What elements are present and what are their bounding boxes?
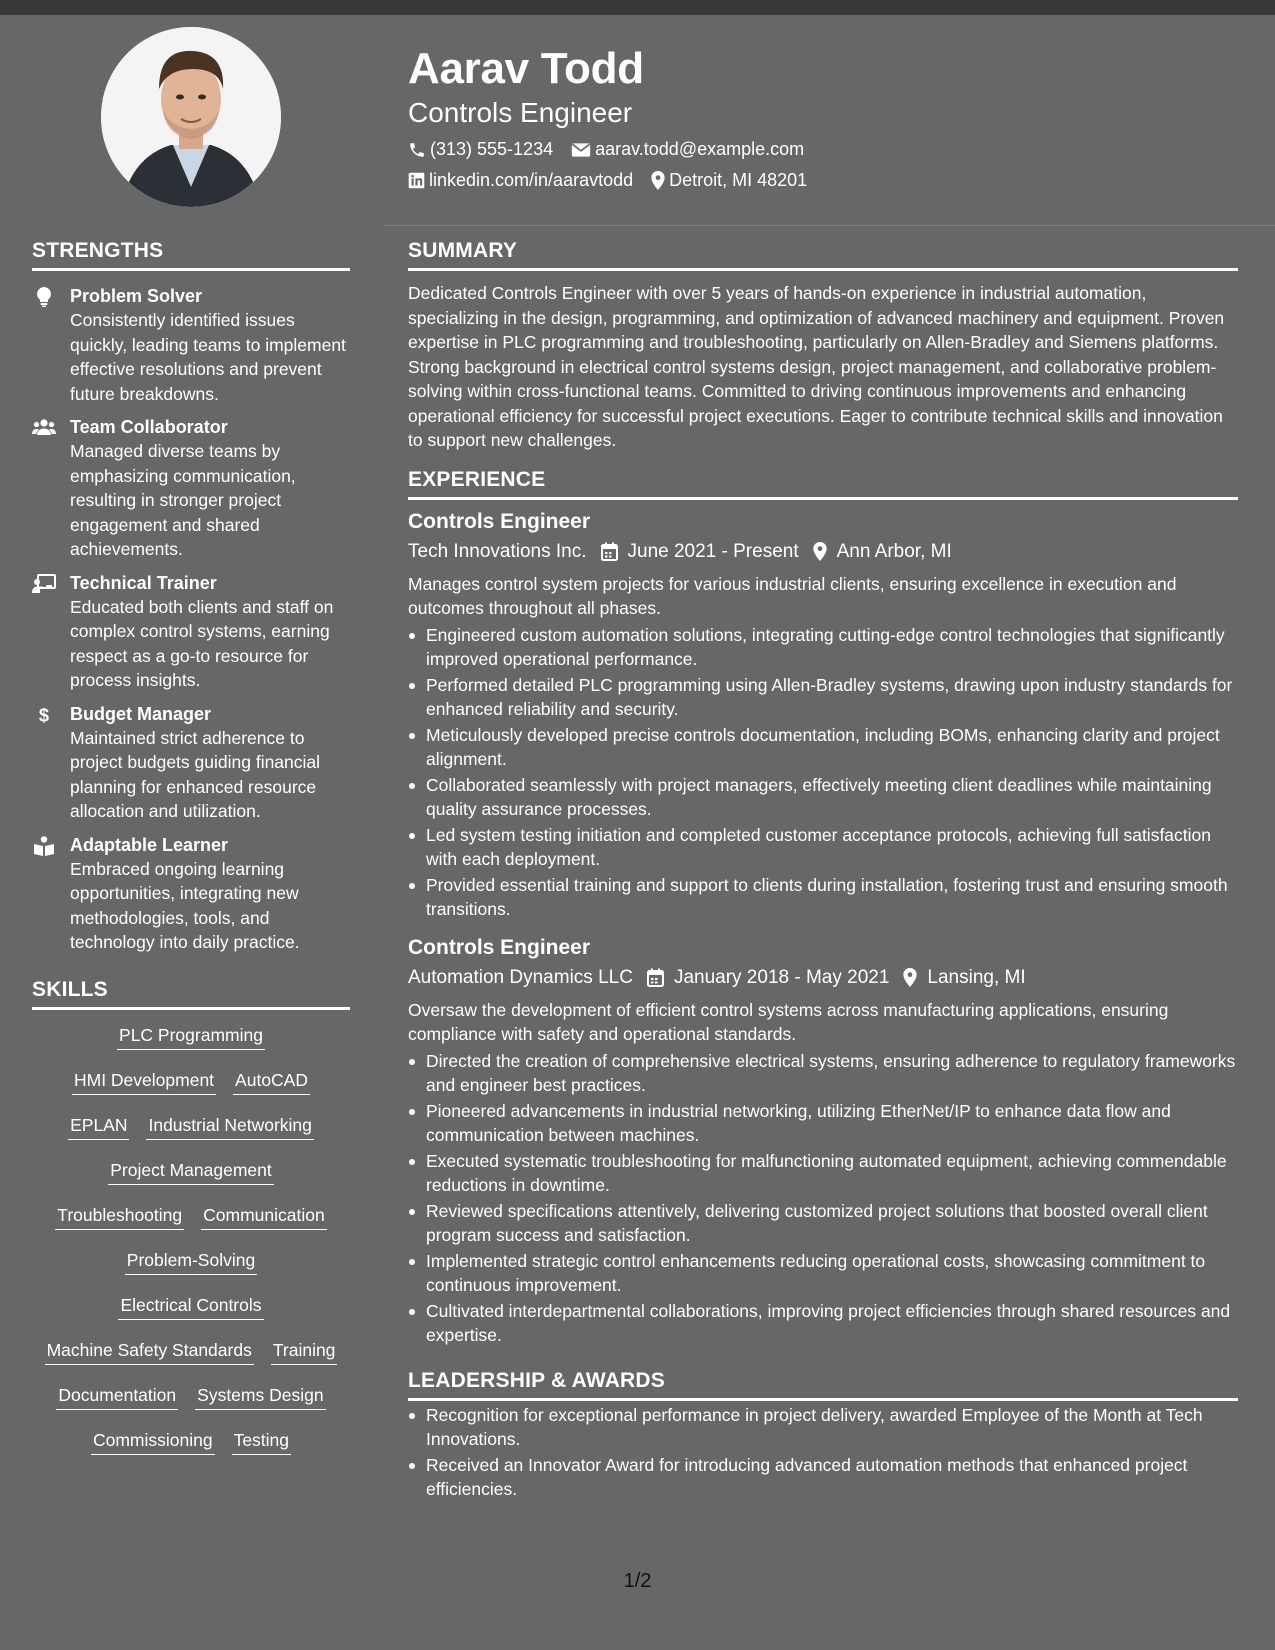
skill-row — [32, 1384, 350, 1429]
strength-item — [32, 572, 350, 693]
skill-tag: AutoCAD — [233, 1069, 310, 1095]
map-pin-icon — [651, 171, 665, 190]
summary-text: Dedicated Controls Engineer with over 5 years of hands-on experience in industrial automation, specializing in the design, programming, and optimization of advanced machinery and equipment. Proven expertise in PLC programming and troubleshooting, particularly on Allen-Bradley and Siemens platforms. Strong background in electrical control systems design, project management, and collaborative problem-solving within cross-functional teams. Committed to driving continuous improvements and enhancing operational efficiency for successful project executions. Eager to contribute technical skills and innovation to support new challenges. — [408, 283, 1225, 450]
main-column — [408, 238, 1238, 1503]
header-divider — [383, 225, 1275, 226]
strength-item — [32, 703, 350, 824]
page-number: 1/2 — [623, 1570, 652, 1592]
skill-row — [32, 1294, 350, 1339]
strength-desc: Educated both clients and staff on complex control systems, earning respect as a go-to resource for process insights. — [70, 596, 334, 690]
job-bullet: Pioneered advancements in industrial networking, utilizing EtherNet/IP to enhance data flow and communication between machines. — [408, 1099, 1238, 1148]
phone-icon — [408, 141, 426, 159]
job-entry — [408, 508, 1238, 922]
leadership-heading: LEADERSHIP & AWARDS — [408, 1368, 1238, 1401]
contact-location — [651, 165, 807, 196]
summary-heading: SUMMARY — [408, 238, 1238, 271]
skill-tag: Electrical Controls — [118, 1294, 263, 1320]
skill-tag: Testing — [232, 1429, 291, 1455]
book-reader-icon — [32, 836, 56, 856]
resume-header — [408, 42, 1238, 196]
strengths-list — [32, 285, 350, 955]
strength-desc: Consistently identified issues quickly, leading teams to implement effective resolutions and prevent future breakdowns. — [70, 310, 346, 404]
job-bullets — [408, 623, 1238, 922]
skill-tag: Commissioning — [91, 1429, 215, 1455]
strength-desc: Maintained strict adherence to project budgets guiding financial planning for enhanced resource allocation and utilization. — [70, 727, 321, 821]
skill-tag: Machine Safety Standards — [45, 1339, 254, 1365]
strength-item — [32, 416, 350, 562]
dollar-icon — [32, 705, 56, 725]
strength-name: Budget Manager — [70, 703, 212, 724]
skill-tag: Problem-Solving — [125, 1249, 257, 1275]
job-description: Manages control system projects for various industrial clients, ensuring excellence in execution and outcomes throughout all phases. — [408, 573, 1177, 618]
contact-phone — [408, 134, 553, 165]
strength-item — [32, 834, 350, 955]
job-bullet: Implemented strategic control enhancements reducing operational costs, showcasing commitment to continuous improvement. — [408, 1249, 1238, 1298]
job-bullets — [408, 1049, 1238, 1348]
skill-tag: Training — [271, 1339, 338, 1365]
candidate-name: Aarav Todd — [408, 44, 644, 93]
company-name: Automation Dynamics LLC — [408, 966, 633, 988]
job-bullet: Performed detailed PLC programming using Allen-Bradley systems, drawing upon industry standards for enhanced reliability and security. — [408, 673, 1238, 722]
calendar-icon — [601, 542, 618, 561]
job-dates: January 2018 - May 2021 — [673, 966, 890, 988]
strength-desc: Managed diverse teams by emphasizing communication, resulting in stronger project engagement and shared achievements. — [70, 441, 296, 559]
award-item: Received an Innovator Award for introducing advanced automation methods that enhanced project efficiencies. — [408, 1453, 1238, 1502]
users-icon — [32, 418, 56, 438]
skill-tag: Systems Design — [195, 1384, 325, 1410]
skill-tag: Documentation — [56, 1384, 178, 1410]
location-text: Detroit, MI 48201 — [669, 170, 808, 190]
calendar-icon — [647, 968, 664, 987]
strength-desc: Embraced ongoing learning opportunities, integrating new methodologies, tools, and technology into daily practice. — [70, 858, 300, 952]
lightbulb-icon — [32, 287, 56, 307]
job-meta — [408, 537, 1238, 567]
skill-tag: Industrial Networking — [146, 1114, 313, 1140]
strength-name: Problem Solver — [70, 286, 203, 306]
job-title: Controls Engineer — [408, 509, 591, 533]
contact-email — [571, 134, 804, 165]
job-bullet: Collaborated seamlessly with project managers, effectively meeting client deadlines while maintaining quality assurance processes. — [408, 773, 1238, 822]
contact-row-1 — [408, 134, 1238, 165]
skills-heading: SKILLS — [32, 977, 350, 1010]
skills-list — [32, 1024, 350, 1474]
strengths-heading: STRENGTHS — [32, 238, 350, 271]
skill-row — [32, 1429, 350, 1474]
experience-heading: EXPERIENCE — [408, 467, 1238, 500]
skill-row — [32, 1159, 350, 1204]
contact-linkedin — [408, 165, 633, 196]
svg-text:$: $ — [38, 704, 50, 725]
left-column — [32, 238, 350, 1474]
job-bullet: Directed the creation of comprehensive electrical systems, ensuring adherence to regulatory frameworks and engineer best practices. — [408, 1049, 1238, 1098]
skill-row — [32, 1249, 350, 1294]
skill-tag: HMI Development — [72, 1069, 216, 1095]
skill-tag: EPLAN — [68, 1114, 129, 1140]
strength-name: Technical Trainer — [70, 572, 217, 593]
job-dates: June 2021 - Present — [627, 540, 799, 562]
top-bar — [0, 0, 1275, 15]
map-pin-icon — [903, 968, 917, 987]
job-bullet: Reviewed specifications attentively, delivering customized project solutions that boosted overall client program success and satisfaction. — [408, 1199, 1238, 1248]
candidate-role: Controls Engineer — [408, 97, 633, 128]
job-bullet: Meticulously developed precise controls documentation, including BOMs, enhancing clarity and project alignment. — [408, 723, 1238, 772]
skill-tag: Communication — [201, 1204, 327, 1230]
skill-row — [32, 1024, 350, 1069]
job-bullet: Executed systematic troubleshooting for malfunctioning automated equipment, achieving commendable reductions in downtime. — [408, 1149, 1238, 1198]
skill-row — [32, 1204, 350, 1249]
strength-name: Adaptable Learner — [70, 834, 229, 855]
job-entry — [408, 934, 1238, 1348]
job-title: Controls Engineer — [408, 935, 591, 959]
job-meta — [408, 963, 1238, 993]
skill-row — [32, 1069, 350, 1114]
skill-tag: Troubleshooting — [55, 1204, 184, 1230]
job-bullet: Engineered custom automation solutions, integrating cutting-edge control technologies that significantly improved operational performance. — [408, 623, 1238, 672]
award-item: Recognition for exceptional performance in project delivery, awarded Employee of the Month at Tech Innovations. — [408, 1403, 1238, 1452]
profile-photo — [101, 27, 281, 207]
strength-item — [32, 285, 350, 406]
skill-row — [32, 1114, 350, 1159]
job-bullet: Led system testing initiation and completed customer acceptance protocols, achieving full satisfaction with each deployment. — [408, 823, 1238, 872]
strength-name: Team Collaborator — [70, 417, 228, 437]
contact-row-2 — [408, 165, 1238, 196]
map-pin-icon — [813, 542, 827, 561]
skill-tag: PLC Programming — [117, 1024, 265, 1050]
skill-tag: Project Management — [108, 1159, 273, 1185]
job-location: Lansing, MI — [927, 966, 1026, 988]
linkedin-link[interactable]: linkedin.com/in/aaravtodd — [429, 170, 634, 190]
linkedin-icon — [408, 172, 425, 189]
skill-row — [32, 1339, 350, 1384]
leadership-list — [408, 1403, 1238, 1502]
email-link[interactable]: aarav.todd@example.com — [595, 139, 805, 159]
chalkboard-teacher-icon — [32, 574, 56, 594]
company-name: Tech Innovations Inc. — [408, 540, 587, 562]
job-bullet: Provided essential training and support to clients during installation, fostering trust and ensuring smooth transitions. — [408, 873, 1238, 922]
envelope-icon — [571, 142, 591, 158]
phone-text[interactable]: (313) 555-1234 — [430, 139, 554, 159]
job-bullet: Cultivated interdepartmental collaborations, improving project efficiencies through shared resources and expertise. — [408, 1299, 1238, 1348]
job-description: Oversaw the development of efficient control systems across manufacturing applications, ensuring compliance with safety and operational standards. — [408, 999, 1169, 1044]
job-location: Ann Arbor, MI — [836, 540, 952, 562]
